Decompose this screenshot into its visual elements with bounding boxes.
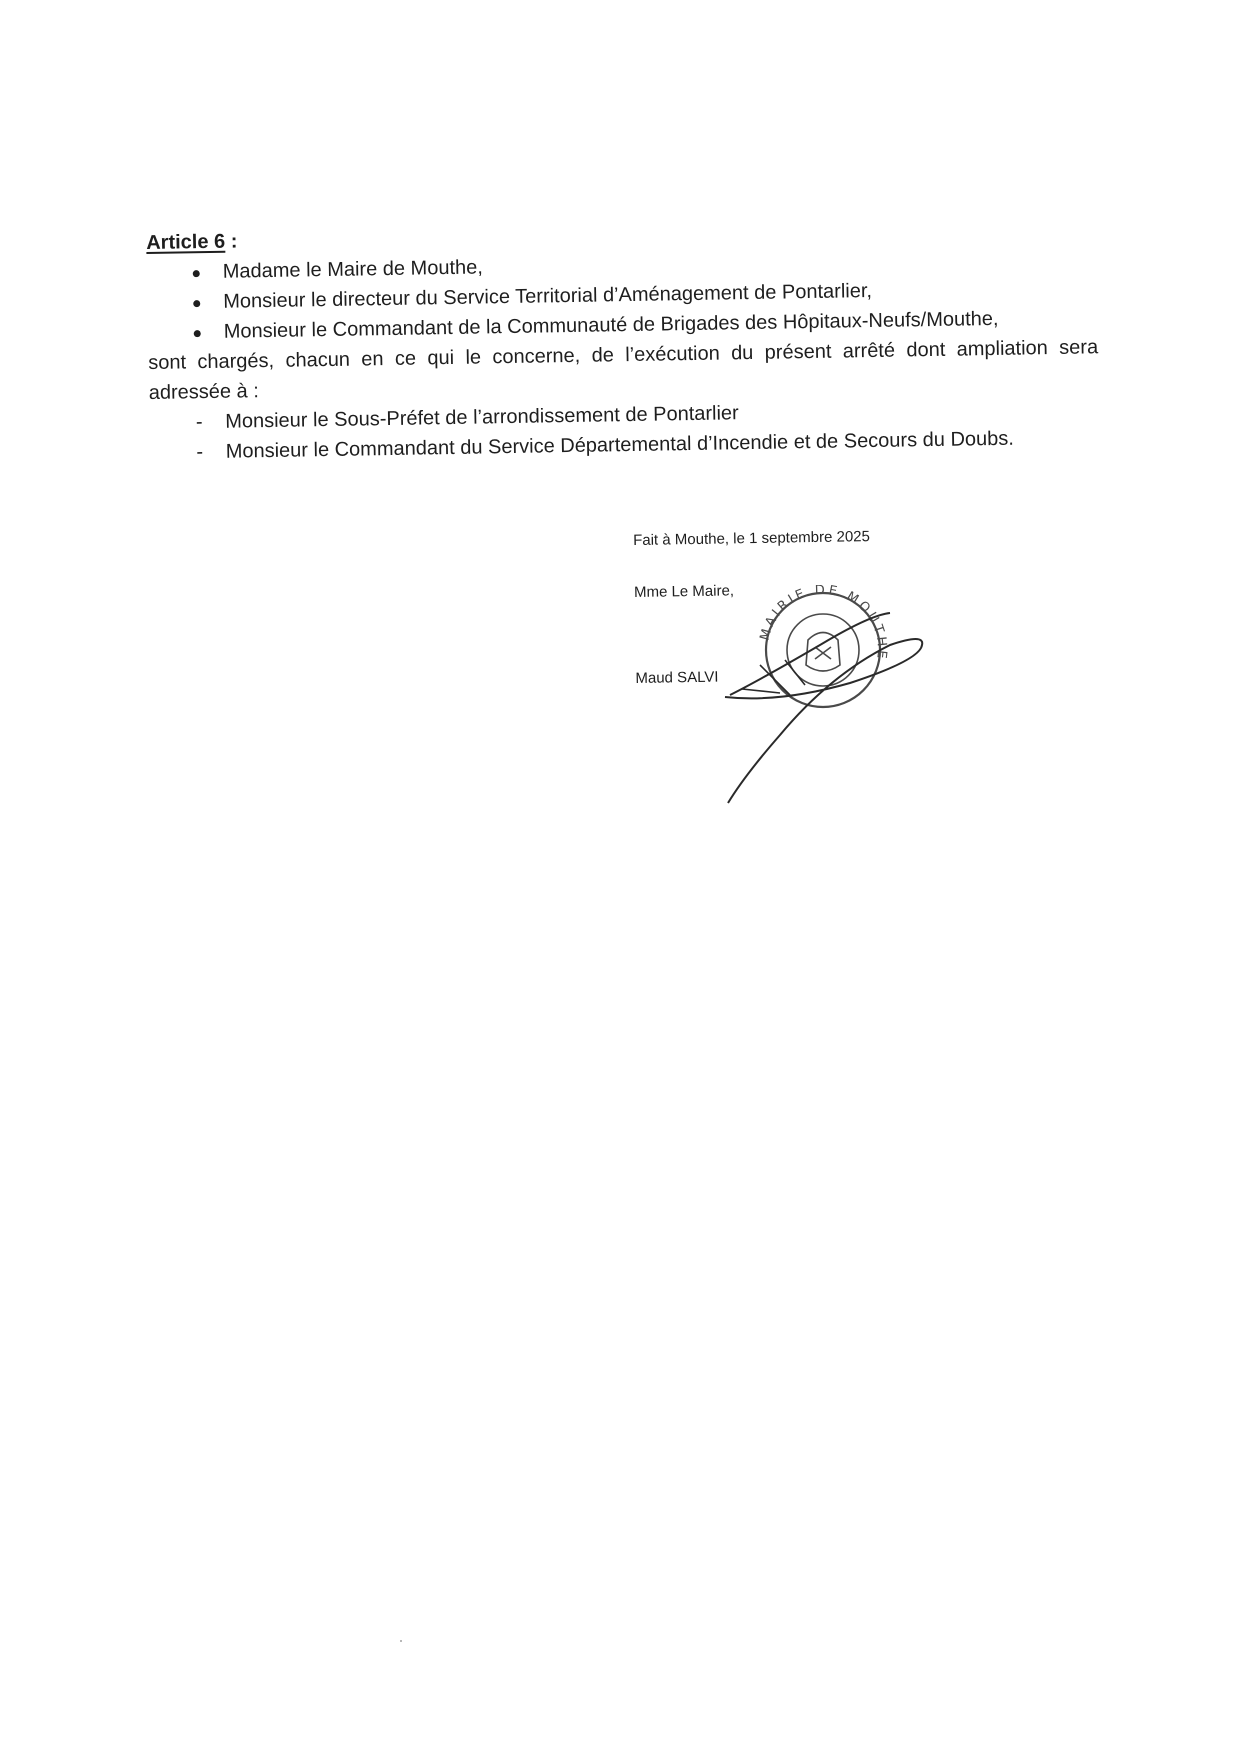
execution-paragraph: sont chargés, chacun en ce qui le concerne, de l’exécution du présent arrêté dont ampliation sera adressée à : <box>148 336 1099 404</box>
stamp-and-signature <box>720 585 950 815</box>
signatory-title: Mme Le Maire, <box>633 582 735 601</box>
recipient-text: Monsieur le Commandant du Service Départemental d’Incendie et de Secours du Doubs. <box>225 427 1015 463</box>
article-heading-suffix: : <box>224 230 238 253</box>
responsible-party-text: Monsieur le directeur du Service Territorial d’Aménagement de Pontarlier, <box>223 279 873 313</box>
dash-marker: - <box>195 411 203 434</box>
stamp-text: MAIRIE DE MOUTHE <box>757 585 890 663</box>
dash-marker: - <box>196 441 204 464</box>
responsible-party-text: Monsieur le Commandant de la Communauté de Brigades des Hôpitaux-Neufs/Mouthe, <box>223 307 999 343</box>
mairie-stamp-icon <box>758 585 890 707</box>
recipient-text: Monsieur le Sous-Préfet de l’arrondissement de Pontarlier <box>225 402 739 433</box>
responsible-parties-list <box>146 242 1097 348</box>
article-heading-label: Article 6 <box>146 230 226 254</box>
scan-speck <box>400 1640 402 1642</box>
article-body <box>146 212 1100 468</box>
place-date-line: Fait à Mouthe, le 1 septembre 2025 <box>633 528 871 549</box>
responsible-party-text: Madame le Maire de Mouthe, <box>222 256 484 283</box>
signatory-name: Maud SALVI <box>635 668 719 687</box>
